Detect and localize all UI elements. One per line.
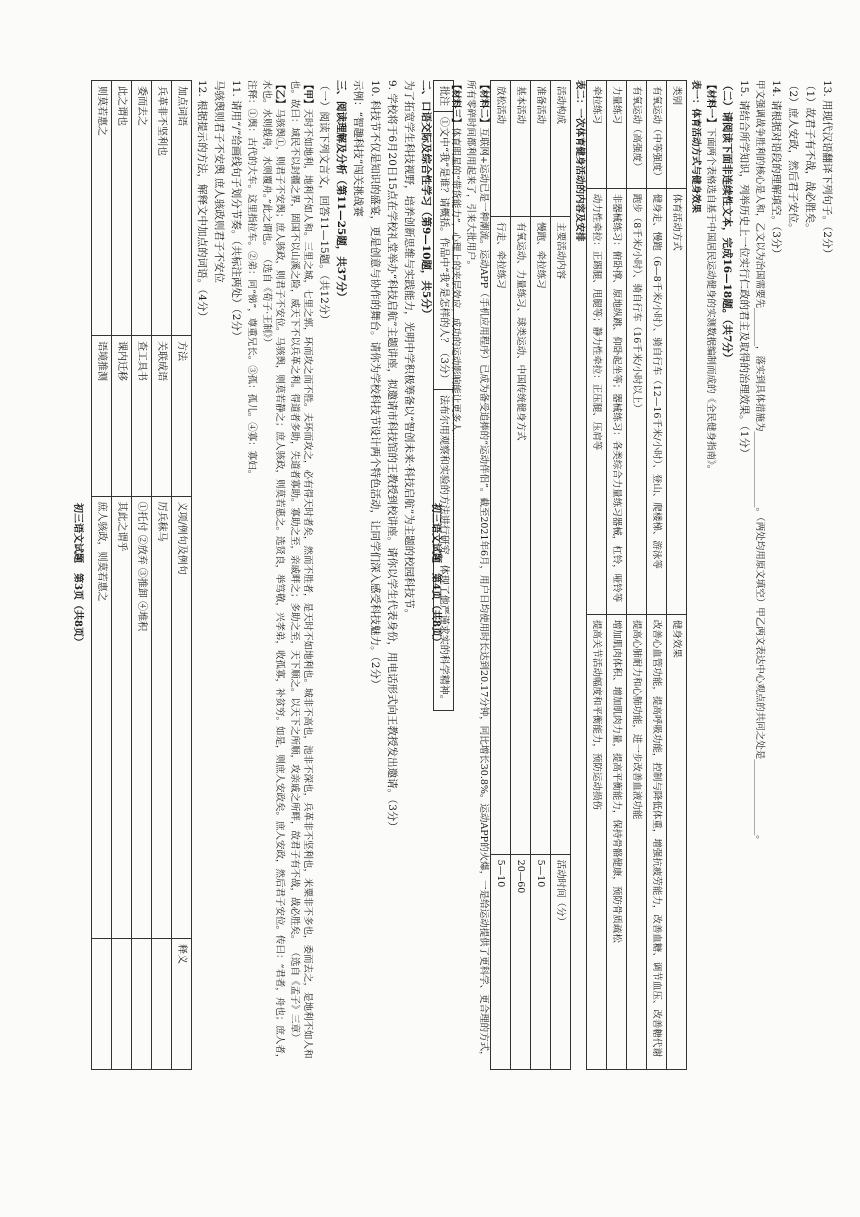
table-2-title: 表二：一次体育健身活动的内容及安排 bbox=[574, 80, 585, 242]
material-2 bbox=[464, 80, 490, 1070]
table-cell: 有氧运动（高强度） bbox=[627, 81, 647, 189]
table2-header: 主要活动内容 bbox=[551, 217, 571, 855]
annotation-question: ①文中“我”是谁？请概括。作品中“我”是怎样的人？（3分） bbox=[434, 112, 454, 390]
passage-b-source: （选自《荀子·王制》） bbox=[261, 254, 272, 348]
table-cell: 关联成语 bbox=[152, 335, 172, 496]
table1-header: 体育活动方式 bbox=[667, 188, 687, 614]
table-row bbox=[587, 81, 607, 1070]
table-cell: 跑步（8千米/小时）、骑自行车（16千米/小时以上） bbox=[627, 188, 647, 614]
table-row bbox=[627, 81, 647, 1070]
q12-header-word: 加点词语 bbox=[172, 81, 192, 336]
table-cell: 行走、牵拉练习 bbox=[491, 217, 511, 855]
question-14: 14. 请根据对语段的理解填空。（3分） bbox=[770, 80, 782, 259]
material-1 bbox=[704, 80, 717, 1070]
table-row bbox=[112, 81, 132, 1070]
table-row bbox=[132, 81, 152, 1070]
table-cell: 则莫若惠之 bbox=[92, 81, 112, 336]
page-3-rotated bbox=[72, 70, 460, 1080]
passage-b-label: 【乙】 bbox=[274, 80, 285, 109]
part-2-title: （二）请阅读下面非连续性文本，完成16—18题。（共7分） bbox=[721, 80, 733, 364]
material-3-label: 【材料三】 bbox=[450, 80, 461, 128]
table-cell: 查工具书 bbox=[132, 335, 152, 496]
material-2-label: 【材料二】 bbox=[478, 80, 489, 128]
part-1-title: （一）阅读下列文言文，回答11—15题。（共12分） bbox=[318, 80, 330, 325]
material-3 bbox=[449, 80, 462, 1070]
question-14-text: 甲文强调战争胜利的核心是人和，乙文以为治国需要先________，落实到具体措施为________________。（两处均用原文填空）甲乙两文表达中心观点的共同之处是________________。 bbox=[754, 80, 765, 845]
answer-cell[interactable] bbox=[132, 939, 152, 1070]
table-cell: 力量练习 bbox=[607, 81, 627, 189]
table-cell: 5—10 bbox=[491, 854, 511, 1069]
table-cell: 其此之谓乎 bbox=[112, 496, 132, 938]
question-11-sentence: 马骇舆则君子不安舆 庶人骇政则君子不安位 bbox=[213, 80, 225, 283]
table1-header: 健身效果 bbox=[667, 614, 687, 1069]
passage-b-text: 马骇舆①，则君子不安舆；庶人骇政，则君子不安位。马骇舆，则莫若静之；庶人骇政，则莫若惠之。选贤良，举笃敬，兴孝弟，收孤寡，补贫穷。如是，则庶人安政矣。庶人安政，然后君子安位。传曰：“君者，舟也；庶人者，水也。水则载舟，水则覆舟。”此之谓也。 bbox=[261, 80, 285, 1064]
table-cell: 提高心肺耐力和心肺功能，进一步改善血液功能 bbox=[627, 614, 647, 1069]
table-row bbox=[647, 81, 667, 1070]
q12-header-meaning: 释义 bbox=[172, 939, 192, 1070]
table-cell: 提高关节活动幅度和平衡能力，预防运动损伤 bbox=[587, 614, 607, 1069]
question-12-table bbox=[91, 80, 192, 1070]
question-13-1: （1）故君子有不战，战必胜矣。 bbox=[804, 80, 816, 234]
answer-cell[interactable] bbox=[92, 939, 112, 1070]
table-2 bbox=[490, 80, 571, 1070]
table-cell: ①托付 ②放弃 ③推卸 ④堆积 bbox=[132, 496, 152, 938]
question-11: 11. 请用“/”给画线句子划分节奏。（共标注两处）（2分） bbox=[230, 80, 242, 342]
table2-header: 活动时间（分） bbox=[551, 854, 571, 1069]
table-cell: 有氧运动、力量练习、球类运动、中国传统健身方式 bbox=[511, 217, 531, 855]
table-row bbox=[491, 81, 511, 1070]
table-1 bbox=[586, 80, 687, 1070]
section-2-intro: 为了拓宽学生科技视野，培养创新思维与实践能力，光明中学积极筹备以“智创未来·科技启航”为主题的校园科技节。 bbox=[403, 80, 415, 620]
table-row bbox=[92, 81, 112, 1070]
table-row bbox=[152, 81, 172, 1070]
table-cell: 基本活动 bbox=[511, 81, 531, 217]
table-cell: 庶人骇政，则莫若惠之 bbox=[92, 496, 112, 938]
annotation-right: 法布尔用观察和实验的方法进行研究。体现了他严谨求实的科学精神。 bbox=[434, 389, 454, 710]
passage-a-source: （选自《孟子》三章） bbox=[289, 947, 300, 1043]
table-cell: 课内迁移 bbox=[112, 335, 132, 496]
question-9: 9. 学校将于6月20日15点在学校礼堂举办“科技启航”主题讲座，拟邀请市科技馆的王教授到校讲座。请你以学生代表身份，用电话形式向王教授发出邀请。（3分） bbox=[386, 80, 398, 832]
page-3-footer: 初三语文试题 第3页（共8页） bbox=[72, 503, 83, 647]
table-cell: 5—10 bbox=[531, 854, 551, 1069]
table-cell: 委而去之 bbox=[132, 81, 152, 336]
answer-cell[interactable] bbox=[112, 939, 132, 1070]
table-cell: 非器械练习：俯卧撑、原地纵跳、仰卧起坐等；器械练习：各类综合力量练习器械，杠铃，哑铃等 bbox=[607, 188, 627, 614]
table-row bbox=[531, 81, 551, 1070]
material-3-text: 体育明星的“带货能力”，心理上的夹层效应，成功的运动影响能让更多人…… bbox=[450, 127, 461, 451]
table-1-title: 表一：体育活动方式与健身效果 bbox=[690, 80, 701, 214]
table-row bbox=[511, 81, 531, 1070]
table-cell: 增加肌肉体积、增加肌肉力量，提高平衡能力，保持骨骼健康，预防骨质疏松 bbox=[607, 614, 627, 1069]
table1-header: 类别 bbox=[667, 81, 687, 189]
question-13: 13. 用现代汉语翻译下列句子。（2分） bbox=[821, 80, 833, 259]
table-cell: 兵革非不坚利也 bbox=[152, 81, 172, 336]
annotation-label: 批注 bbox=[434, 81, 454, 112]
question-15: 15. 请结合所学知识，列举历史上一位实行仁政的君主及取得的治理效果。（1分） bbox=[738, 80, 750, 459]
notes: 注释：①舆：古代的大车。这里指拉车。②弟：同“悌”，尊重兄长。③孤：孤儿。④寡：寡妇。 bbox=[246, 80, 257, 480]
table-cell: 慢跑、牵拉练习 bbox=[531, 217, 551, 855]
question-10: 10. 科技节不仅是知识的盛宴，更是创意与协作的舞台。请你为学校科技节设计两个特色活动，让同学们深入感受科技魅力。（2分） bbox=[369, 80, 381, 690]
table-cell: 牵拉练习 bbox=[587, 81, 607, 189]
answer-cell[interactable] bbox=[152, 939, 172, 1070]
question-10-example: 示例：“智趣科技”闯关挑战赛 bbox=[352, 80, 364, 217]
material-2-text: 互联网+运动已是一种潮流。运动APP（手机应用程序）已成为备受追捧的“运动伴侣”。截至2021年6月，用户日均使用时长达到20.17分钟，同比增长30.8%。运动APP的火爆，一是给运动提供了更科学、更合理的方式，所有零碎时间都利用起来了，引来大批用户。 bbox=[465, 80, 489, 1061]
table2-header: 活动构成 bbox=[551, 81, 571, 217]
table-cell: 改善心血管功能，提高呼吸功能，控制与降低体重，增强抗疲劳能力，改善血糖、调节血压、改善糖代谢 bbox=[647, 614, 667, 1069]
question-13-2: （2）庶人安政，然后君子安位。 bbox=[787, 80, 799, 234]
passage-b bbox=[260, 80, 286, 1070]
table-cell: 此之谓也 bbox=[112, 81, 132, 336]
material-1-label: 【材料一】 bbox=[705, 80, 716, 128]
q12-header-sense: 义项/例句及例句 bbox=[172, 496, 192, 938]
table-cell: 健身走、慢跑（6—8千米/小时）、骑自行车（12—16千米/小时）、登山、爬楼梯、游泳等 bbox=[647, 188, 667, 614]
table-cell: 有氧运动（中等强度） bbox=[647, 81, 667, 189]
passage-a bbox=[288, 80, 314, 1070]
section-2-title: 二、口语交际及综合性学习（第9—10题，共5分） bbox=[420, 80, 432, 320]
section-3-title: 三、阅读理解及分析（第11—25题，共37分） bbox=[335, 80, 347, 303]
material-1-intro: 下面两个表格选自基于中国居民运动健身的实测数据编制而成的《全民健身指南》。 bbox=[705, 127, 716, 475]
table-row bbox=[607, 81, 627, 1070]
table-cell: 动力性牵拉：正踢腿、甩腿等；静力性牵拉：正压腿、压肩等 bbox=[587, 188, 607, 614]
table-cell: 厉兵秣马 bbox=[152, 496, 172, 938]
table-cell: 20—60 bbox=[511, 854, 531, 1069]
table-cell: 放松活动 bbox=[491, 81, 511, 217]
table-cell: 准备活动 bbox=[531, 81, 551, 217]
q12-header-method: 方法 bbox=[172, 335, 192, 496]
page-4-footer: 初三语文试题 第4页（共8页） bbox=[430, 503, 441, 647]
question-12: 12. 根据提示的方法，解释文中加点的词语。（4分） bbox=[196, 80, 208, 322]
passage-a-label: 【甲】 bbox=[302, 80, 313, 109]
passage-a-text: 天时不如地利，地利不如人和。三里之城，七里之郭，环而攻之而不胜。夫环而攻之，必有得天时者矣，然而不胜者，是天时不如地利也。城非不高也，池非不深也，兵革非不坚利也，米粟非不多也，委而去之，是地利不如人和也。故曰：域民不以封疆之界，固国不以山溪之险，威天下不以兵革之利。得道者多助，失道者寡助。寡助之至，亲戚畔之；多助之至，天下顺之。以天下之所顺，攻亲戚之所畔，故君子有不战，战必胜矣。 bbox=[289, 80, 313, 1059]
table-cell: 语境推测 bbox=[92, 335, 112, 496]
page-3-sheet bbox=[72, 70, 460, 1080]
